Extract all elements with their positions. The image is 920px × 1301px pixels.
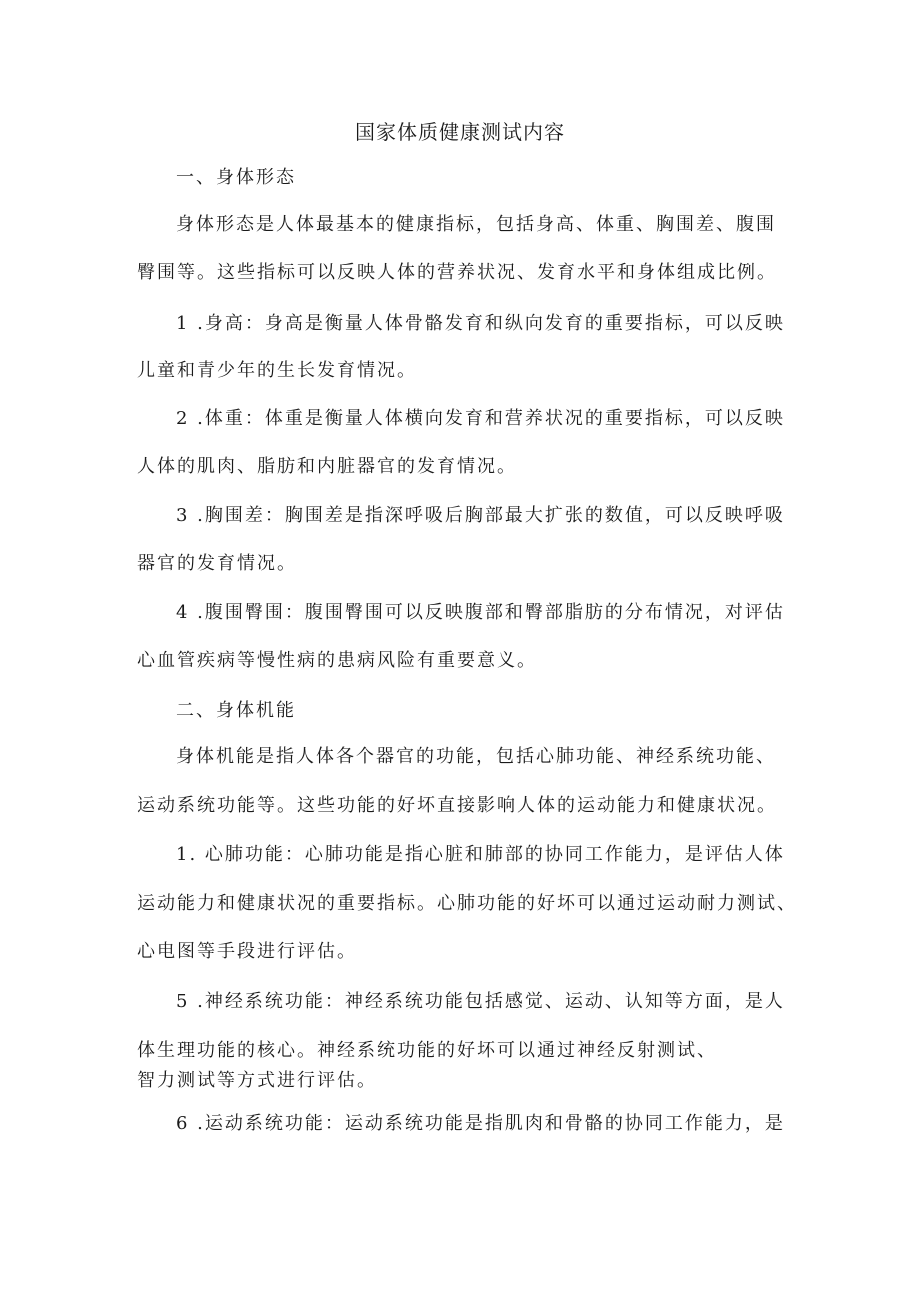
document-title: 国家体质健康测试内容 [355,120,565,144]
paragraph-line: 4 .腹围臀围：腹围臀围可以反映腹部和臀部脂肪的分布情况，对评估 [176,602,785,623]
paragraph-line: 器官的发育情况。 [137,553,297,574]
paragraph-line: 5 .神经系统功能：神经系统功能包括感觉、运动、认知等方面，是人 [176,991,785,1012]
paragraph-line: 身体形态是人体最基本的健康指标，包括身高、体重、胸围差、腹围 [176,214,776,235]
paragraph-line: 1. 心肺功能：心肺功能是指心脏和肺部的协同工作能力，是评估人体 [176,844,785,865]
paragraph-line: 心电图等手段进行评估。 [137,941,357,962]
section-heading-body-function: 二、身体机能 [176,700,296,721]
paragraph-line: 6 .运动系统功能：运动系统功能是指肌肉和骨骼的协同工作能力，是 [176,1113,785,1134]
section-heading-body-form: 一、身体形态 [176,167,296,188]
paragraph-line: 智力测试等方式进行评估。 [137,1070,377,1091]
paragraph-line: 2 .体重：体重是衡量人体横向发育和营养状况的重要指标，可以反映 [176,408,785,429]
paragraph-line: 人体的肌肉、脂肪和内脏器官的发育情况。 [137,456,517,477]
paragraph-line: 臀围等。这些指标可以反映人体的营养状况、发育水平和身体组成比例。 [137,262,777,283]
paragraph-line: 身体机能是指人体各个器官的功能，包括心肺功能、神经系统功能、 [176,746,776,767]
paragraph-line: 儿童和青少年的生长发育情况。 [137,360,417,381]
paragraph-line: 1 .身高：身高是衡量人体骨骼发育和纵向发育的重要指标，可以反映 [176,313,785,334]
paragraph-line: 运动系统功能等。这些功能的好坏直接影响人体的运动能力和健康状况。 [137,795,777,816]
paragraph-line: 3 .胸围差：胸围差是指深呼吸后胸部最大扩张的数值，可以反映呼吸 [176,505,785,526]
paragraph-line: 体生理功能的核心。神经系统功能的好坏可以通过神经反射测试、 [137,1040,717,1061]
paragraph-line: 心血管疾病等慢性病的患病风险有重要意义。 [137,650,537,671]
paragraph-line: 运动能力和健康状况的重要指标。心肺功能的好坏可以通过运动耐力测试、 [137,893,797,914]
